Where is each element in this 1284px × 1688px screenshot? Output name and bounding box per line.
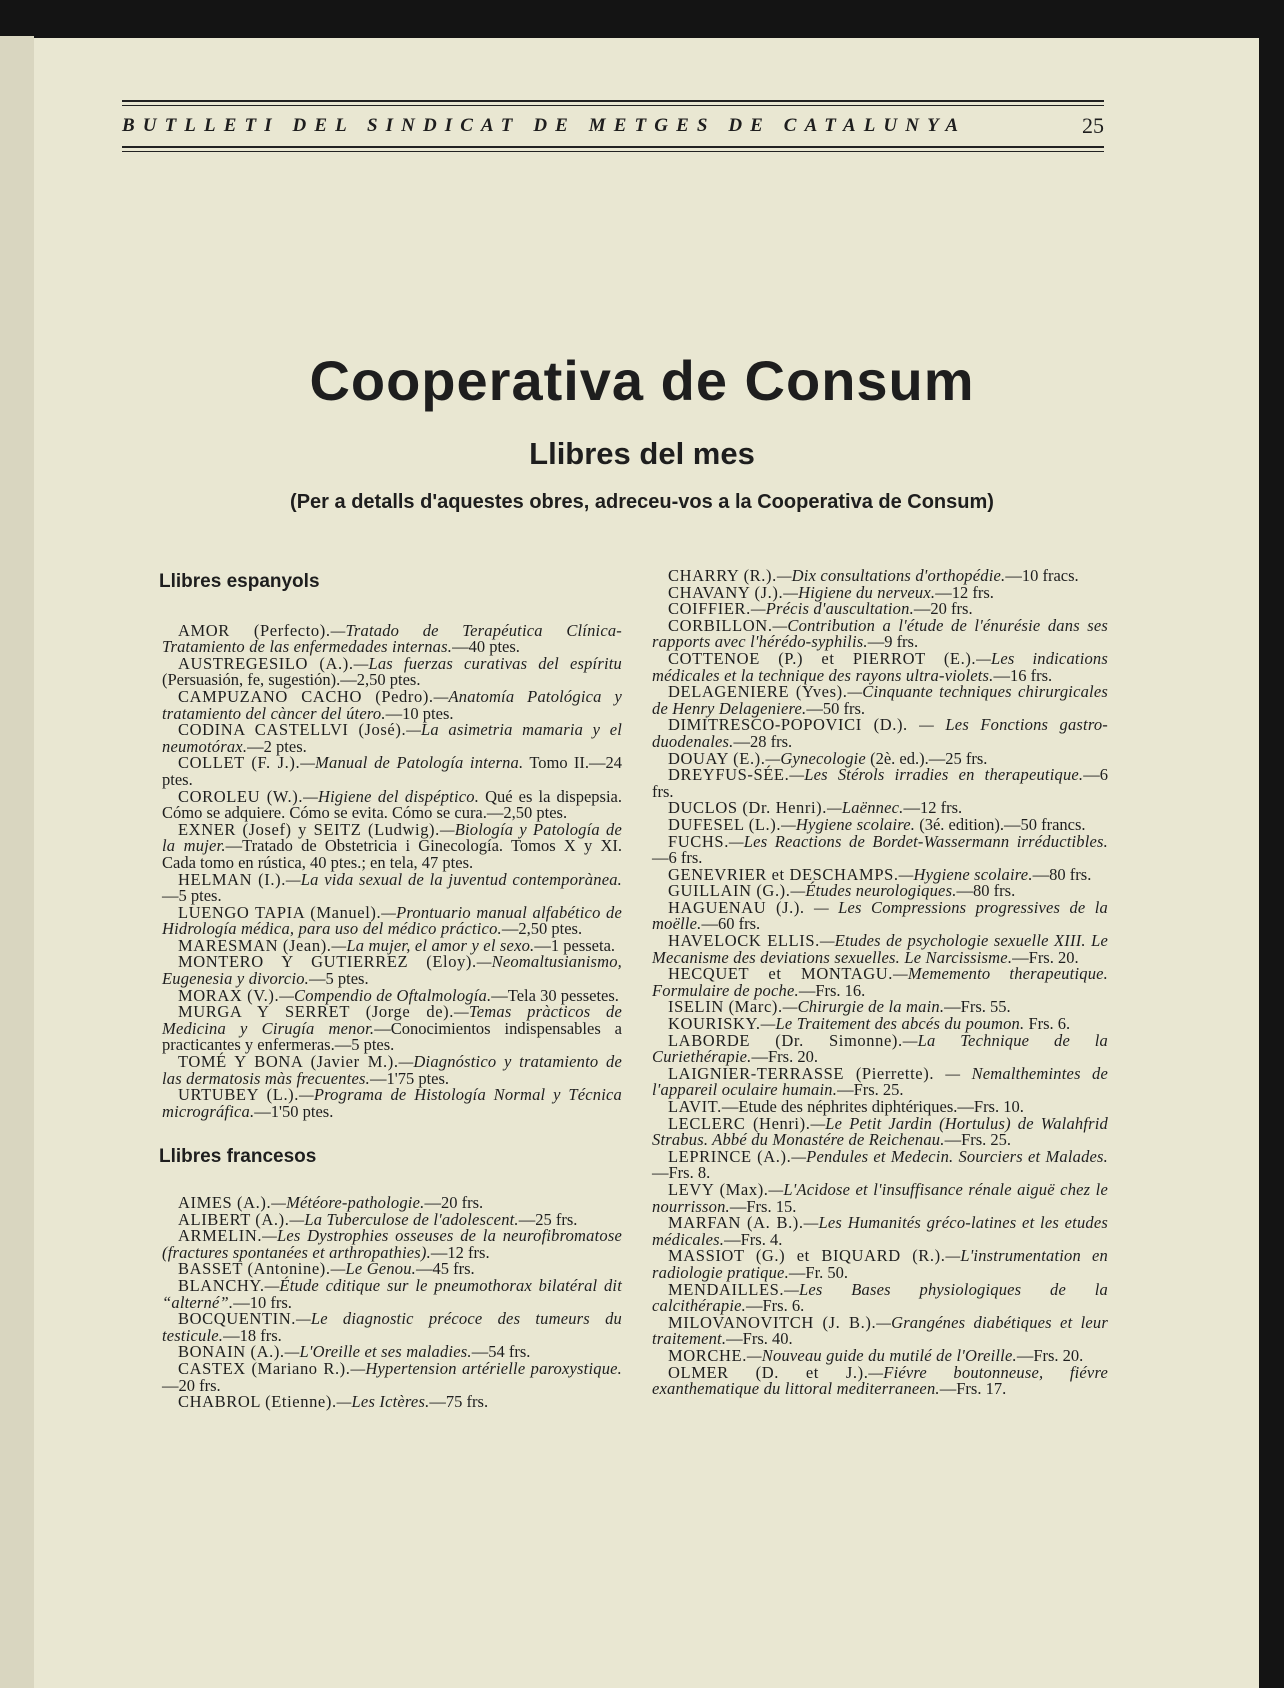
- book-price: —1'75 ptes.: [369, 1068, 450, 1088]
- right-column: [652, 568, 1108, 1398]
- book-entry: [162, 1394, 622, 1411]
- book-price: —Tratado de Obstetricia i Ginecología. Tomos X y XI. Cada tomo en rústica, 40 ptes.; en tela, 47 ptes.: [162, 836, 622, 872]
- book-author: ARMELIN.: [178, 1226, 263, 1246]
- book-entry: [162, 686, 622, 723]
- book-title: —Les Ictères.: [336, 1392, 430, 1412]
- book-author: ALIBERT (A.).: [178, 1209, 290, 1229]
- book-entry: [162, 1004, 622, 1054]
- book-title: —Tratado de Terapéutica Clínica-Tratamiento de las enfermedades internas.: [162, 620, 622, 657]
- contact-note: (Per a detalls d'aquestes obres, adreceu-vos a la Cooperativa de Consum): [290, 491, 994, 513]
- book-price: —50 frs.: [806, 698, 865, 718]
- book-author: DOUAY (E.).: [668, 748, 766, 768]
- book-title: —Manual de Patología interna.: [300, 753, 524, 773]
- book-price: —80 frs.: [1032, 864, 1092, 884]
- book-price: —Frs. 8.: [652, 1163, 711, 1183]
- book-title: —Nouveau guide du mutilé de l'Oreille.: [746, 1345, 1017, 1365]
- book-author: MILOVANOVITCH (J. B.).: [668, 1312, 877, 1332]
- book-author: LAIGNIER-TERRASSE (Pierrette).: [668, 1063, 935, 1083]
- book-price: —20 frs.: [913, 599, 973, 619]
- book-price: Tomo II.—24 ptes.: [162, 753, 622, 789]
- book-price: (2è. ed.).—25 frs.: [865, 748, 988, 768]
- book-entry: [652, 831, 1108, 868]
- book-title: —La Technique de la Curiethérapie.: [652, 1030, 1108, 1067]
- book-price: —Frs. 6.: [745, 1296, 805, 1316]
- book-price: —20 frs.: [162, 1375, 221, 1395]
- book-price: —10 fracs.: [1005, 566, 1079, 585]
- book-entry: [162, 786, 622, 823]
- book-title: —Pendules et Medecin. Sourciers et Malades.: [791, 1146, 1108, 1166]
- book-title: —Grangénes diabétiques et leur traitement.: [652, 1312, 1108, 1349]
- book-price: —12 frs.: [903, 798, 963, 818]
- book-author: DIMITRESCO-POPOVICI (D.).: [668, 715, 908, 735]
- book-entry: [652, 1312, 1108, 1349]
- book-entry: [652, 615, 1108, 652]
- book-entry: [162, 954, 622, 987]
- book-price: —80 frs.: [956, 881, 1016, 901]
- book-price: —2,50 ptes.: [501, 919, 583, 939]
- book-price: —Frs. 25.: [837, 1080, 904, 1100]
- book-title: —La vida sexual de la juventud contemporànea.: [285, 869, 622, 889]
- french-book-list: [162, 1195, 622, 1411]
- book-title: —Les Dystrophies osseuses de la neurofibromatose (fractures spontanées et arthropathies).: [162, 1226, 622, 1262]
- book-entry: [652, 1279, 1108, 1316]
- book-title: —Les Humanités gréco-latines et les etudes médicales.: [652, 1213, 1108, 1249]
- book-author: MARESMAN (Jean).: [178, 935, 332, 955]
- book-author: OLMER (D. et J.).: [668, 1362, 869, 1382]
- book-title: —Météore-pathologie.: [271, 1193, 425, 1212]
- page-number: 25: [1082, 113, 1104, 138]
- book-entry: [652, 1030, 1108, 1067]
- book-title: —Hygiene scolaire.: [898, 864, 1033, 884]
- book-entry: [652, 717, 1108, 750]
- book-entry: [652, 933, 1108, 966]
- book-author: DELAGENIERE (Yves).: [668, 682, 848, 702]
- book-title: —Cinquante techniques chirurgicales de Henry Delageniere.: [652, 682, 1108, 718]
- book-price: —Conocimientos indispensables a practicantes y enfermeras.—5 ptes.: [162, 1018, 622, 1055]
- book-author: LEVY (Max).: [668, 1179, 769, 1199]
- book-price: —10 frs.: [233, 1292, 292, 1312]
- journal-title: BUTLLETI DEL SINDICAT DE METGES DE CATALUNYA: [122, 115, 967, 136]
- book-entry: [162, 869, 622, 906]
- book-price: —Fr. 50.: [788, 1262, 849, 1282]
- book-author: MARFAN (A. B.).: [668, 1213, 804, 1233]
- book-title: —Compendio de Oftalmología.: [279, 985, 492, 1005]
- book-price: —Tela 30 pessetes.: [491, 985, 619, 1005]
- book-price: —5 ptes.: [162, 886, 222, 906]
- book-price: —75 frs.: [429, 1392, 489, 1412]
- book-entry: [652, 1248, 1108, 1281]
- book-entry: [162, 1311, 622, 1344]
- book-price: —54 frs.: [471, 1342, 531, 1362]
- book-title: —Le Petit Jardin (Hortulus) de Walahfrid Strabus. Abbé du Monastére de Reichenau.: [652, 1113, 1108, 1150]
- book-price: —12 frs.: [935, 582, 994, 602]
- book-title: —Programa de Histología Normal y Técnica micrográfica.: [162, 1085, 623, 1121]
- book-author: COIFFIER.: [668, 599, 751, 619]
- book-author: CHABROL (Etienne).: [178, 1392, 337, 1412]
- book-entry: [162, 1228, 622, 1261]
- book-author: BASSET (Antonine).: [178, 1259, 331, 1279]
- book-price: Qué es la dispepsia. Cómo se adquiere. Cómo se evita. Cómo se cura.—2,50 ptes.: [162, 786, 622, 823]
- book-title: —Hygiene scolaire.: [781, 814, 916, 834]
- book-author: HELMAN (I.).: [178, 869, 286, 889]
- book-title: —Fiévre boutonneuse, fiévre exanthematique du littoral mediterraneen.: [652, 1362, 1108, 1399]
- book-price: —2 ptes.: [247, 736, 307, 756]
- book-author: AMOR (Perfecto).: [178, 620, 331, 640]
- book-author: MENDAILLES.: [668, 1279, 785, 1299]
- book-price: —45 frs.: [416, 1259, 475, 1279]
- book-title: —Etudes de psychologie sexuelle XIII. Le Mecanisme des deviations sexuelles. Le Narcissisme.: [652, 931, 1108, 967]
- page-title: Cooperativa de Consum: [309, 349, 975, 412]
- book-author: MORCHE.: [668, 1345, 747, 1365]
- book-entry: [162, 1054, 622, 1087]
- book-title: —Les Stérols irradies en therapeutique.: [789, 765, 1084, 785]
- book-title: —Les Reactions de Bordet-Wassermann irréductibles.: [728, 831, 1108, 851]
- book-title: —Le Genou.: [330, 1259, 417, 1279]
- book-title: —Dix consultations d'orthopédie.: [776, 566, 1006, 585]
- book-entry: [652, 897, 1109, 934]
- book-entry: [162, 1358, 622, 1395]
- book-entry: [652, 767, 1108, 800]
- book-author: CHAVANY (J.).: [668, 582, 784, 602]
- book-price: —6 frs.: [652, 848, 703, 868]
- book-author: LEPRINCE (A.).: [668, 1146, 792, 1166]
- book-author: FUCHS.: [668, 831, 729, 851]
- book-price: —12 frs.: [430, 1242, 490, 1262]
- book-title: —Prontuario manual alfabético de Hidrología médica, para uso del médico práctico.: [162, 902, 623, 939]
- book-author: COLLET (F. J.).: [178, 753, 301, 773]
- book-price: (Persuasión, fe, sugestión).—2,50 ptes.: [162, 670, 421, 690]
- book-author: URTUBEY (L.).: [178, 1085, 300, 1105]
- book-price: —6 frs.: [652, 765, 1108, 801]
- book-entry: [162, 1087, 622, 1120]
- book-title: —L'Acidose et l'insuffisance rénale aiguë chez le nourrisson.: [652, 1179, 1108, 1216]
- book-author: MONTERO Y GUTIERREZ (Eloy).: [178, 952, 477, 972]
- book-title: —Études neurologiques.: [790, 881, 957, 901]
- book-title: —Neomaltusianismo, Eugenesia y divorcio.: [162, 952, 622, 989]
- book-author: LAVIT.: [668, 1097, 722, 1116]
- book-price: —28 frs.: [733, 731, 793, 751]
- spanish-book-list: [162, 620, 623, 1121]
- book-price: —Frs. 4.: [724, 1229, 783, 1249]
- book-title: —Les Bases physiologiques de la calcithérapie.: [652, 1279, 1108, 1316]
- book-title: —Higiene du nerveux.: [783, 582, 936, 602]
- book-title: —Laënnec.: [826, 798, 904, 818]
- book-price: —9 frs.: [867, 632, 919, 652]
- book-price: —18 frs.: [223, 1325, 282, 1345]
- book-author: DREYFUS-SÉE.: [668, 765, 790, 785]
- book-author: EXNER (Josef) y SEITZ (Ludwig).: [178, 819, 440, 839]
- book-entry: [652, 1179, 1108, 1216]
- book-price: —Frs. 20.: [1012, 947, 1079, 967]
- book-author: HAVELOCK ELLIS.: [668, 931, 820, 951]
- book-title: — Les Compressions progressives de la moëlle.: [652, 897, 1109, 934]
- book-author: GENEVRIER et DESCHAMPS.: [668, 864, 899, 884]
- book-price: —60 frs.: [701, 914, 761, 934]
- book-price: —Frs. 20.: [1016, 1345, 1084, 1365]
- book-price: —10 ptes.: [385, 703, 454, 723]
- book-entry: [162, 1275, 622, 1312]
- book-title: —Le Traitement des abcés du poumon.: [760, 1014, 1025, 1034]
- book-price: —1'50 ptes.: [254, 1101, 334, 1121]
- book-price: —Frs. 17.: [939, 1379, 1007, 1399]
- book-author: BOCQUENTIN.: [178, 1309, 296, 1329]
- book-author: ISELIN (Marc).: [668, 997, 783, 1017]
- book-price: —Frs. 25.: [944, 1130, 1012, 1150]
- book-price: Frs. 6.: [1024, 1014, 1071, 1034]
- book-title: —Étude cditique sur le pneumothorax bilatéral dit “alterné”.: [162, 1275, 622, 1312]
- book-author: TOMÉ Y BONA (Javier M.).: [178, 1052, 399, 1072]
- book-title: —Précis d'auscultation.: [750, 599, 914, 619]
- book-author: KOURISKY.: [668, 1014, 761, 1034]
- book-price: —20 frs.: [424, 1193, 484, 1212]
- book-author: MORAX (V.).: [178, 985, 280, 1005]
- book-author: LECLERC (Henri).: [668, 1113, 811, 1133]
- book-price: —25 frs.: [518, 1209, 578, 1229]
- book-author: CHARRY (R.).: [668, 566, 777, 585]
- book-price: —Frs. 55.: [944, 997, 1011, 1017]
- book-title: —Le diagnostic précoce des tumeurs du testicule.: [162, 1309, 622, 1345]
- book-title: —Diagnóstico y tratamiento de las dermatosis màs frecuentes.: [162, 1052, 622, 1088]
- book-title: —L'instrumentation en radiologie pratique.: [652, 1246, 1108, 1282]
- book-entry: [652, 1146, 1108, 1183]
- book-title: —Higiene del dispéptico.: [303, 786, 480, 806]
- book-price: —Frs. 40.: [726, 1329, 793, 1349]
- book-price: (3é. edition).—50 francs.: [915, 814, 1086, 834]
- book-price: —Frs. 16.: [798, 980, 866, 1000]
- book-title: —La Tuberculose de l'adolescent.: [289, 1209, 519, 1229]
- binding-edge: [0, 36, 34, 1688]
- page-subtitle: Llibres del mes: [529, 436, 755, 471]
- book-title: —Les indications médicales et la technique des rayons ultra-violets.: [652, 648, 1108, 685]
- section-heading-french: Llibres francesos: [159, 1146, 317, 1168]
- book-title: —La asimetria mamaria y el neumotórax.: [162, 720, 623, 756]
- header-rule-bottom: [122, 146, 1104, 152]
- section-heading-spanish: Llibres espanyols: [159, 571, 320, 592]
- book-price: —40 ptes.: [452, 637, 520, 657]
- book-author: AUSTREGESILO (A.).: [178, 653, 354, 673]
- book-title: —Contribution a l'étude de l'énurésie dans ses rapports avec l'hérédo-syphilis.: [652, 615, 1108, 652]
- book-title: —Mememento therapeutique. Formulaire de poche.: [652, 964, 1108, 1000]
- book-author: BONAIN (A.).: [178, 1342, 285, 1362]
- book-author: COTTENOE (P.) et PIERROT (E.).: [668, 648, 977, 668]
- book-entry: [162, 653, 622, 690]
- book-title: —Las fuerzas curativas del espíritu: [353, 653, 622, 673]
- book-author: CORBILLON.: [668, 615, 773, 635]
- book-entry: [162, 902, 623, 939]
- book-author: DUFESEL (L.).: [668, 814, 782, 834]
- book-author: GUILLAIN (G.).: [668, 881, 791, 901]
- book-price: —5 ptes.: [309, 969, 369, 989]
- book-entry: [652, 1113, 1108, 1150]
- book-title: —Temas pràcticos de Medicina y Cirugía menor.: [162, 1002, 622, 1038]
- book-title: —Anatomía Patológica y tratamiento del càncer del útero.: [162, 686, 622, 723]
- book-title: —La mujer, el amor y el sexo.: [331, 935, 535, 955]
- book-author: BLANCHY.: [178, 1275, 265, 1295]
- book-title: —L'Oreille et ses maladies.: [284, 1342, 472, 1362]
- book-author: LUENGO TAPIA (Manuel).: [178, 902, 382, 922]
- book-entry: [652, 1063, 1108, 1100]
- book-price: —Etude des néphrites diphtériques.—Frs. 10.: [721, 1097, 1024, 1116]
- book-title: — Nemalthemintes de l'appareil oculaire humain.: [652, 1063, 1108, 1100]
- book-entry: [652, 648, 1108, 685]
- book-price: —16 frs.: [993, 665, 1053, 685]
- french-book-list-continued: [652, 568, 1108, 1398]
- book-author: HAGUENAU (J.).: [668, 897, 805, 917]
- book-author: CAMPUZANO CACHO (Pedro).: [178, 686, 434, 706]
- book-entry: [162, 722, 622, 755]
- book-title: —Biología y Patología de la mujer.: [162, 819, 622, 856]
- book-author: COROLEU (W.).: [178, 786, 304, 806]
- book-entry: [652, 1362, 1108, 1399]
- book-author: MASSIOT (G.) et BIQUARD (R.).: [668, 1246, 946, 1266]
- book-entry: [652, 684, 1108, 717]
- book-author: CASTEX (Mariano R.).: [178, 1358, 351, 1378]
- book-price: —1 pesseta.: [534, 935, 616, 955]
- book-entry: [652, 1215, 1108, 1248]
- book-author: HECQUET et MONTAGU.: [668, 964, 893, 984]
- book-author: MURGA Y SERRET (Jorge de).: [178, 1002, 454, 1022]
- book-author: CODINA CASTELLVI (José).: [178, 720, 407, 740]
- book-entry: [652, 966, 1108, 999]
- book-author: AIMES (A.).: [178, 1193, 272, 1212]
- running-header: [122, 100, 1104, 152]
- book-entry: [162, 620, 622, 657]
- book-title: —Hypertension artérielle paroxystique.: [350, 1358, 622, 1378]
- book-price: —Frs. 20.: [751, 1047, 818, 1067]
- book-title: — Les Fonctions gastro-duodenales.: [652, 715, 1108, 751]
- book-title: —Gynecologie: [765, 748, 866, 768]
- book-price: —Frs. 15.: [729, 1196, 797, 1216]
- left-column: [159, 567, 623, 1412]
- book-author: DUCLOS (Dr. Henri).: [668, 798, 827, 818]
- book-title: —Chirurgie de la main.: [782, 997, 945, 1017]
- book-entry: [162, 819, 622, 872]
- book-author: LABORDE (Dr. Simonne).: [668, 1030, 903, 1050]
- book-entry: [162, 755, 622, 788]
